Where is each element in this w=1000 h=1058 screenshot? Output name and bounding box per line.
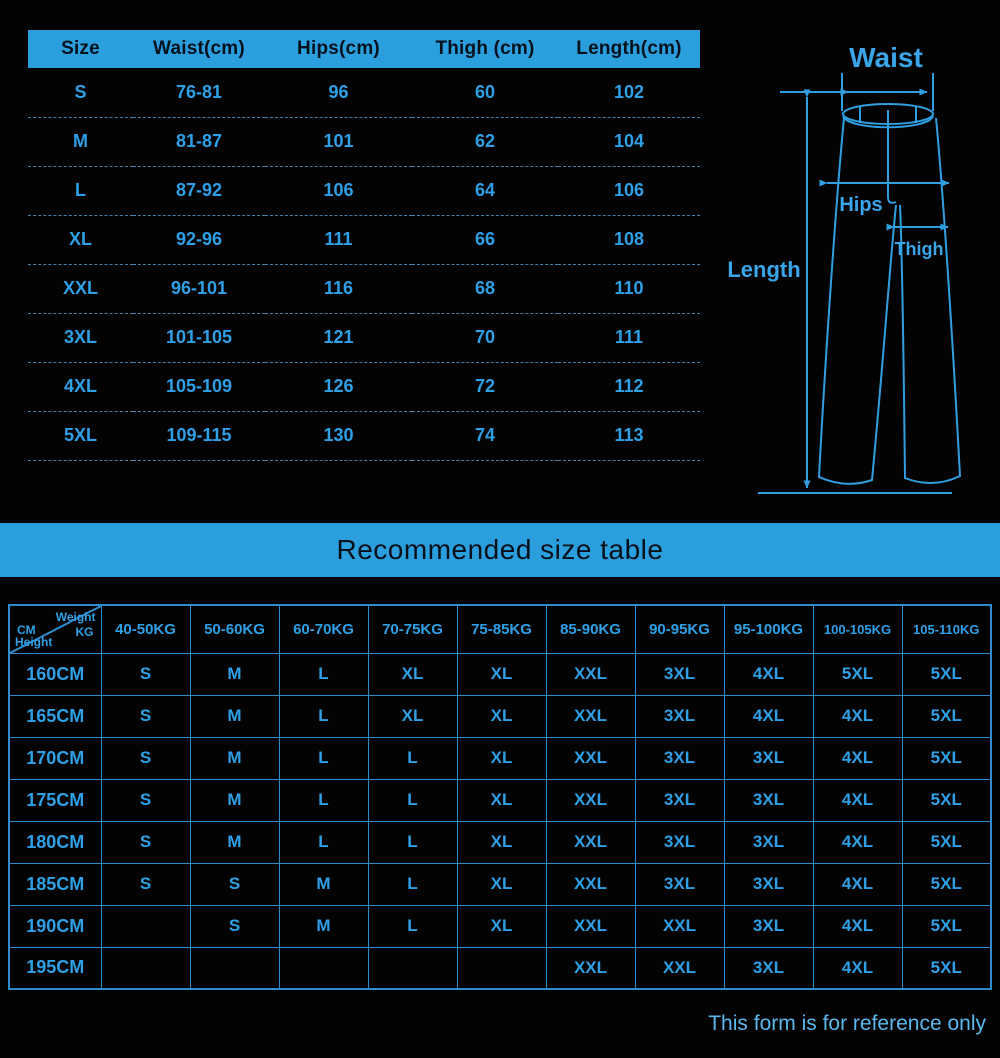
- recommended-size-cell: XXL: [546, 653, 635, 695]
- recommended-size-cell: L: [368, 863, 457, 905]
- measurement-value-cell: 110: [558, 264, 700, 313]
- recommended-size-cell: XXL: [635, 905, 724, 947]
- weight-range-header-cell: 70-75KG: [368, 605, 457, 653]
- recommended-size-cell: XL: [457, 821, 546, 863]
- measurement-value-cell: 130: [265, 411, 412, 460]
- recommended-size-cell: XL: [457, 653, 546, 695]
- recommended-size-cell: [368, 947, 457, 989]
- measurement-table: [28, 30, 700, 461]
- recommended-size-cell: 3XL: [635, 695, 724, 737]
- weight-range-header-cell: 100-105KG: [813, 605, 902, 653]
- size-label-cell: M: [28, 117, 133, 166]
- measurement-value-cell: 105-109: [133, 362, 265, 411]
- weight-range-header-cell: 95-100KG: [724, 605, 813, 653]
- recommendation-table: [8, 604, 992, 990]
- measurement-row: [28, 68, 700, 117]
- corner-cm-label: CM: [17, 623, 36, 637]
- measurement-header-cell: Hips(cm): [265, 30, 412, 68]
- recommended-size-cell: 4XL: [813, 905, 902, 947]
- recommended-size-cell: 4XL: [724, 653, 813, 695]
- measurement-value-cell: 76-81: [133, 68, 265, 117]
- measurement-header-cell: Size: [28, 30, 133, 68]
- measurement-row: [28, 362, 700, 411]
- recommendation-row: [9, 947, 991, 989]
- recommended-size-cell: XXL: [546, 905, 635, 947]
- recommended-size-cell: 3XL: [724, 821, 813, 863]
- recommended-size-cell: M: [190, 695, 279, 737]
- measurement-value-cell: 96: [265, 68, 412, 117]
- recommended-size-cell: 3XL: [635, 737, 724, 779]
- fly-line: [888, 127, 896, 203]
- recommended-size-cell: XL: [457, 863, 546, 905]
- recommended-size-cell: 3XL: [635, 821, 724, 863]
- recommended-size-cell: 5XL: [902, 947, 991, 989]
- recommended-size-cell: 3XL: [635, 653, 724, 695]
- recommended-size-cell: [279, 947, 368, 989]
- recommended-size-cell: 3XL: [724, 905, 813, 947]
- recommended-size-cell: [101, 947, 190, 989]
- recommended-size-cell: XXL: [546, 779, 635, 821]
- measurement-value-cell: 74: [412, 411, 558, 460]
- length-label: Length: [727, 257, 801, 282]
- measurement-value-cell: 96-101: [133, 264, 265, 313]
- measurement-table-header-row: [28, 30, 700, 68]
- recommended-size-cell: XXL: [546, 821, 635, 863]
- recommendation-table-body: [9, 653, 991, 989]
- measurement-value-cell: 68: [412, 264, 558, 313]
- recommended-size-cell: 5XL: [902, 653, 991, 695]
- measurement-row: [28, 264, 700, 313]
- recommended-size-cell: 4XL: [724, 695, 813, 737]
- recommendation-table-header-row: [9, 605, 991, 653]
- measurement-value-cell: 62: [412, 117, 558, 166]
- measurement-value-cell: 70: [412, 313, 558, 362]
- measurement-value-cell: 109-115: [133, 411, 265, 460]
- recommended-size-cell: XL: [457, 695, 546, 737]
- recommended-size-cell: 5XL: [902, 695, 991, 737]
- recommended-size-cell: XL: [368, 653, 457, 695]
- weight-range-header-cell: 75-85KG: [457, 605, 546, 653]
- measurement-row: [28, 166, 700, 215]
- recommendation-row: [9, 653, 991, 695]
- recommended-size-cell: S: [190, 863, 279, 905]
- height-label-cell: 190CM: [9, 905, 101, 947]
- measurement-value-cell: 126: [265, 362, 412, 411]
- height-label-cell: 165CM: [9, 695, 101, 737]
- corner-weight-label: Weight: [55, 610, 96, 624]
- recommendation-row: [9, 863, 991, 905]
- recommended-size-cell: [457, 947, 546, 989]
- measurement-value-cell: 81-87: [133, 117, 265, 166]
- recommended-size-cell: 4XL: [813, 695, 902, 737]
- measurement-value-cell: 87-92: [133, 166, 265, 215]
- size-label-cell: 4XL: [28, 362, 133, 411]
- measurement-value-cell: 101: [265, 117, 412, 166]
- recommended-size-cell: M: [279, 905, 368, 947]
- weight-range-header-cell: 60-70KG: [279, 605, 368, 653]
- recommended-size-cell: 5XL: [902, 779, 991, 821]
- recommended-size-cell: L: [368, 905, 457, 947]
- recommended-size-cell: M: [190, 779, 279, 821]
- height-label-cell: 185CM: [9, 863, 101, 905]
- weight-range-header-cell: 40-50KG: [101, 605, 190, 653]
- waist-label: Waist: [849, 42, 923, 73]
- recommended-size-banner: [0, 523, 1000, 577]
- size-label-cell: XXL: [28, 264, 133, 313]
- recommendation-row: [9, 821, 991, 863]
- measurement-row: [28, 313, 700, 362]
- recommended-size-cell: 4XL: [813, 737, 902, 779]
- recommended-size-cell: S: [101, 863, 190, 905]
- recommended-size-cell: L: [368, 821, 457, 863]
- measurement-value-cell: 108: [558, 215, 700, 264]
- recommended-size-cell: 3XL: [724, 947, 813, 989]
- recommended-size-cell: 5XL: [902, 821, 991, 863]
- pants-outline: [819, 118, 960, 484]
- recommendation-row: [9, 779, 991, 821]
- measurement-value-cell: 121: [265, 313, 412, 362]
- recommendation-row: [9, 905, 991, 947]
- measurement-row: [28, 215, 700, 264]
- recommended-size-cell: 4XL: [813, 863, 902, 905]
- recommended-size-cell: XXL: [635, 947, 724, 989]
- measurement-table-body: [28, 68, 700, 460]
- size-label-cell: L: [28, 166, 133, 215]
- thigh-label: Thigh: [894, 239, 944, 259]
- recommendation-row: [9, 695, 991, 737]
- recommended-size-cell: L: [368, 737, 457, 779]
- weight-range-header-cell: 50-60KG: [190, 605, 279, 653]
- weight-range-header-cell: 105-110KG: [902, 605, 991, 653]
- size-label-cell: 3XL: [28, 313, 133, 362]
- measurement-value-cell: 72: [412, 362, 558, 411]
- recommended-size-cell: S: [101, 737, 190, 779]
- recommended-size-cell: 3XL: [635, 863, 724, 905]
- recommended-size-cell: XXL: [546, 695, 635, 737]
- recommended-size-cell: L: [279, 779, 368, 821]
- recommendation-row: [9, 737, 991, 779]
- corner-kg-label: KG: [75, 625, 94, 639]
- reference-footnote: This form is for reference only: [708, 1012, 986, 1035]
- recommended-size-cell: XL: [457, 905, 546, 947]
- recommended-size-cell: XL: [368, 695, 457, 737]
- recommended-size-cell: M: [279, 863, 368, 905]
- recommended-size-cell: 4XL: [813, 779, 902, 821]
- recommended-size-cell: S: [101, 653, 190, 695]
- recommended-size-cell: L: [279, 821, 368, 863]
- recommended-size-cell: XXL: [546, 737, 635, 779]
- recommended-size-cell: 4XL: [813, 821, 902, 863]
- measurement-value-cell: 111: [265, 215, 412, 264]
- size-label-cell: S: [28, 68, 133, 117]
- recommended-size-cell: S: [101, 821, 190, 863]
- measurement-row: [28, 411, 700, 460]
- weight-range-header-cell: 85-90KG: [546, 605, 635, 653]
- recommended-size-cell: 3XL: [635, 779, 724, 821]
- measurement-row: [28, 117, 700, 166]
- recommended-size-cell: XXL: [546, 863, 635, 905]
- measurement-value-cell: 92-96: [133, 215, 265, 264]
- hips-label: Hips: [839, 194, 883, 216]
- recommended-size-cell: XXL: [546, 947, 635, 989]
- measurement-value-cell: 112: [558, 362, 700, 411]
- recommended-size-cell: 3XL: [724, 737, 813, 779]
- recommended-size-cell: L: [279, 653, 368, 695]
- recommended-size-cell: L: [279, 737, 368, 779]
- recommended-size-cell: M: [190, 653, 279, 695]
- recommended-size-cell: XL: [457, 779, 546, 821]
- recommended-size-cell: 5XL: [902, 863, 991, 905]
- recommended-size-cell: S: [101, 695, 190, 737]
- recommended-size-cell: [101, 905, 190, 947]
- corner-cell-height-weight: [9, 605, 101, 653]
- height-label-cell: 175CM: [9, 779, 101, 821]
- recommended-size-cell: S: [190, 905, 279, 947]
- recommended-size-cell: M: [190, 821, 279, 863]
- recommended-size-cell: L: [279, 695, 368, 737]
- corner-height-label: Height: [15, 634, 53, 649]
- measurement-value-cell: 111: [558, 313, 700, 362]
- recommended-size-cell: XL: [457, 737, 546, 779]
- measurement-value-cell: 60: [412, 68, 558, 117]
- recommended-size-cell: 3XL: [724, 863, 813, 905]
- measurement-value-cell: 113: [558, 411, 700, 460]
- measurement-value-cell: 102: [558, 68, 700, 117]
- height-label-cell: 195CM: [9, 947, 101, 989]
- weight-range-header-cell: 90-95KG: [635, 605, 724, 653]
- recommended-size-cell: 5XL: [813, 653, 902, 695]
- pants-measurement-diagram: [700, 15, 1000, 515]
- measurement-value-cell: 116: [265, 264, 412, 313]
- recommended-size-cell: 5XL: [902, 905, 991, 947]
- measurement-header-cell: Length(cm): [558, 30, 700, 68]
- height-label-cell: 160CM: [9, 653, 101, 695]
- recommended-size-cell: [190, 947, 279, 989]
- recommended-size-cell: L: [368, 779, 457, 821]
- measurement-value-cell: 101-105: [133, 313, 265, 362]
- size-label-cell: XL: [28, 215, 133, 264]
- recommended-size-cell: 5XL: [902, 737, 991, 779]
- recommended-size-cell: 3XL: [724, 779, 813, 821]
- recommended-size-cell: M: [190, 737, 279, 779]
- height-label-cell: 170CM: [9, 737, 101, 779]
- measurement-value-cell: 66: [412, 215, 558, 264]
- measurement-value-cell: 106: [558, 166, 700, 215]
- banner-title: Recommended size table: [336, 534, 664, 565]
- height-label-cell: 180CM: [9, 821, 101, 863]
- recommended-size-cell: S: [101, 779, 190, 821]
- measurement-header-cell: Waist(cm): [133, 30, 265, 68]
- recommended-size-cell: 4XL: [813, 947, 902, 989]
- measurement-header-cell: Thigh (cm): [412, 30, 558, 68]
- measurement-value-cell: 106: [265, 166, 412, 215]
- measurement-value-cell: 64: [412, 166, 558, 215]
- measurement-value-cell: 104: [558, 117, 700, 166]
- size-label-cell: 5XL: [28, 411, 133, 460]
